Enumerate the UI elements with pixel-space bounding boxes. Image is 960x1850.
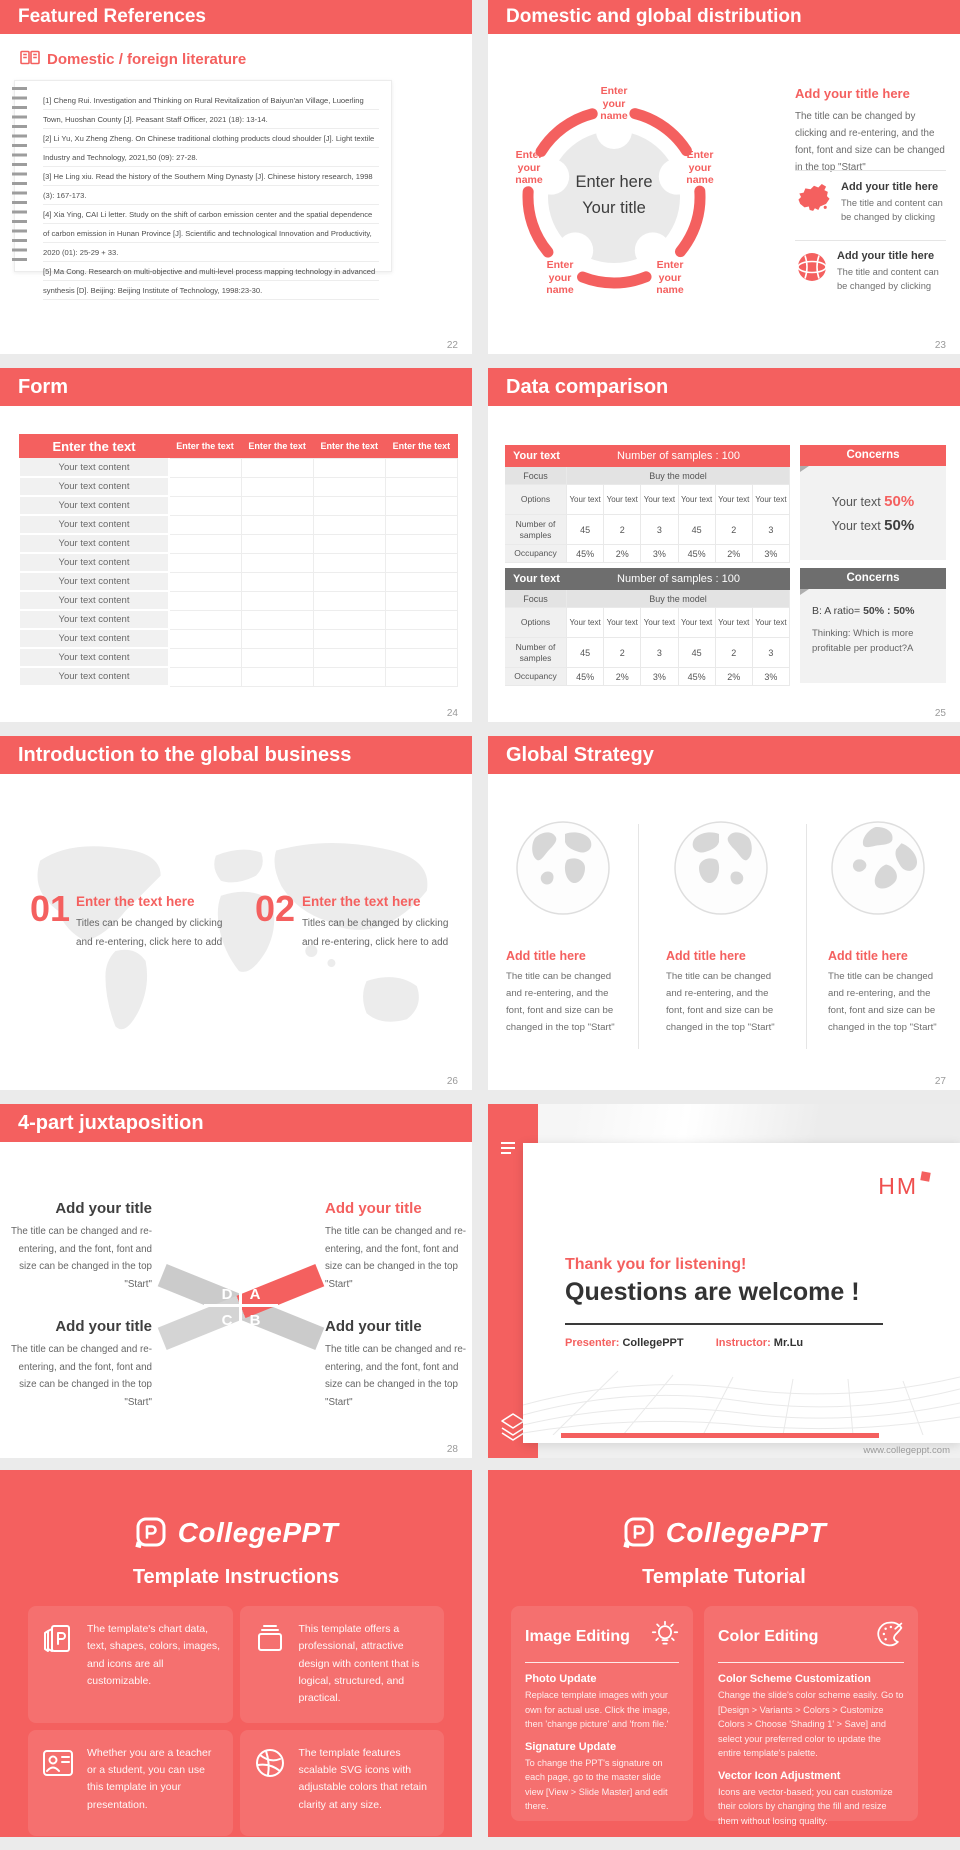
divider	[795, 170, 946, 171]
form-table	[18, 434, 458, 687]
concern-line	[800, 514, 946, 538]
occupancy-cell: 2%	[716, 545, 753, 563]
logo-text: CollegePPT	[177, 1517, 339, 1548]
tutorial-card-title: Color Editing	[718, 1627, 819, 1645]
occupancy-cell: 3%	[641, 545, 678, 563]
spiral-binding-icon	[12, 87, 27, 265]
globe-icon	[515, 820, 611, 916]
collegeppt-logo-mark-icon	[134, 1516, 168, 1550]
slide-24-form[interactable]	[0, 368, 472, 722]
slide-title: Data comparison	[488, 368, 960, 406]
tutorial-card-title: Image Editing	[525, 1627, 630, 1645]
underline	[565, 1323, 883, 1325]
occupancy-label: Occupancy	[505, 545, 567, 563]
slide-22-featured-references[interactable]	[0, 0, 472, 354]
item-number: 01	[30, 888, 71, 929]
block-body: The title can be changed and re-entering, and the font, font and size can be changed in the top "Start"	[10, 1344, 152, 1408]
wheel-label: Enter your name	[656, 259, 684, 296]
occupancy-cell: 45%	[679, 545, 716, 563]
block-title: Add your title	[325, 1318, 422, 1335]
slide-title: Introduction to the global business	[0, 736, 472, 774]
tutorial-body: To change the PPT's signature on each page, go to the master slide view [View > Slide Master] and edit there.	[525, 1757, 668, 1811]
item-title: Add your title here	[837, 250, 935, 262]
presenter-line	[565, 1337, 803, 1349]
slide-title: 4-part juxtaposition	[0, 1104, 472, 1142]
ball-icon	[252, 1745, 288, 1786]
wireframe-mesh	[523, 1357, 960, 1435]
option-cell: Your text	[679, 608, 716, 638]
panel-heading: Template Tutorial	[642, 1566, 806, 1588]
column-body: The title can be changed and re-entering, and the font, font and size can be changed in the top "Start"	[828, 971, 937, 1033]
item-title: Enter the text here	[302, 894, 421, 909]
tutorial-body: Icons are vector-based; you can customize their colors by changing the fill and resize them without losing quality.	[718, 1786, 893, 1826]
quadrant-block-bottom-right	[325, 1318, 470, 1411]
open-book-icon	[20, 50, 40, 69]
occupancy-cell: 45%	[567, 668, 604, 686]
slide-title: Form	[0, 368, 472, 406]
column-title: Add title here	[828, 949, 908, 963]
table-row	[19, 534, 458, 553]
option-cell: Your text	[753, 608, 790, 638]
row-label: Your text content	[19, 648, 169, 667]
item-number: 02	[255, 888, 296, 929]
option-cell: Your text	[716, 608, 753, 638]
background-sweep	[488, 1104, 960, 1146]
page-number: 24	[446, 708, 458, 719]
option-cell: Your text	[567, 485, 604, 515]
focus-label: Focus	[505, 590, 567, 608]
focus-label: Focus	[505, 467, 567, 485]
samples-header: Number of samples : 100	[567, 568, 790, 590]
ribbon-letter: D	[221, 1286, 233, 1303]
instructor-name: Mr.Lu	[773, 1337, 804, 1349]
row-label: Your text content	[19, 515, 169, 534]
feature-text: The template features scalable SVG icons with adjustable colors that retain clarity at any size.	[298, 1746, 427, 1811]
focus-value: Buy the model	[567, 467, 790, 485]
table-row	[19, 591, 458, 610]
logo-dot-icon	[920, 1171, 930, 1181]
block-title: Add your title	[55, 1318, 152, 1335]
row-label: Your text content	[19, 629, 169, 648]
divider	[718, 1662, 904, 1663]
row-label: Your text content	[19, 458, 169, 477]
occupancy-label: Occupancy	[505, 668, 567, 686]
reference-item: [3] He Ling xiu. Read the history of the Southern Ming Dynasty [J]. Chinese history research, 1998 (3): 167-173.	[43, 172, 373, 200]
table-row	[19, 496, 458, 515]
option-cell: Your text	[641, 608, 678, 638]
comparison-table-2	[505, 568, 790, 686]
sample-cell: 2	[716, 515, 753, 545]
globe-icon	[795, 250, 829, 293]
ratio-line	[812, 605, 934, 617]
page-number: 23	[934, 340, 946, 351]
feature-card	[240, 1606, 445, 1723]
ribbon-fold	[800, 466, 809, 472]
quadrant-block-bottom-left	[10, 1318, 152, 1411]
sample-cell: 3	[641, 638, 678, 668]
sample-cell: 3	[753, 638, 790, 668]
right-column-title: Add your title here	[795, 86, 910, 101]
id-badge-icon	[40, 1745, 76, 1786]
concern-value: 50%	[884, 493, 915, 510]
slide-title: Featured References	[0, 0, 472, 34]
concern-label: Your text	[831, 519, 881, 533]
option-cell: Your text	[567, 608, 604, 638]
occupancy-cell: 3%	[753, 668, 790, 686]
globe-icon	[673, 820, 769, 916]
right-column-body: The title can be changed by clicking and re-entering, and the font, font and size can be changed in the top "Start"	[795, 111, 945, 173]
bottom-margin-strip	[0, 1837, 960, 1850]
table-header-cell: Enter the text	[169, 434, 241, 458]
palette-icon	[876, 1620, 904, 1653]
page-number: 26	[446, 1076, 458, 1087]
reference-item: [2] Li Yu, Xu Zheng Zheng. On Chinese traditional clothing products cloud shoulder [J]. Light textile Industry and Technology, 2021,50 (09): 27-28.	[43, 134, 375, 162]
feature-card	[240, 1730, 445, 1836]
feature-card	[28, 1730, 233, 1836]
occupancy-cell: 45%	[567, 545, 604, 563]
wheel-label: Enter your name	[600, 85, 628, 122]
wheel-label: Enter your name	[515, 149, 543, 186]
sample-cell: 45	[567, 638, 604, 668]
page-number: 27	[934, 1076, 946, 1087]
slide-23-distribution[interactable]	[488, 0, 960, 354]
row-label: Your text content	[19, 477, 169, 496]
item-title: Add your title here	[841, 181, 939, 193]
tutorial-subtitle: Color Scheme Customization	[718, 1673, 871, 1685]
hamburger-menu-icon	[501, 1142, 515, 1154]
options-label: Options	[505, 485, 567, 515]
table-row	[19, 610, 458, 629]
tutorial-subtitle: Photo Update	[525, 1673, 597, 1685]
sample-cell: 3	[641, 515, 678, 545]
wheel-center-line1: Enter here	[575, 173, 653, 191]
reference-item: [4] Xia Ying, CAI Li letter. Study on the shift of carbon emission center and the spatial dependence of carbon emission in Hunan Province [J]. Scientific and technological Innovation and Productivity, 2020 (01): 25-29 + 33.	[43, 210, 373, 257]
divider	[795, 240, 946, 241]
block-title: Add your title	[325, 1200, 422, 1217]
tutorial-card-image-editing	[511, 1606, 693, 1821]
feature-text: Whether you are a teacher or a student, you can use this template in your presentation.	[87, 1746, 212, 1811]
reference-list	[43, 91, 379, 300]
concern-label: Your text	[831, 495, 881, 509]
concerns-body	[800, 589, 946, 683]
slide-thank-you[interactable]	[488, 1104, 960, 1458]
table-row	[19, 515, 458, 534]
page-number: 22	[446, 340, 458, 351]
option-cell: Your text	[604, 485, 641, 515]
option-cell: Your text	[716, 485, 753, 515]
table-name: Your text	[505, 445, 567, 467]
option-cell: Your text	[641, 485, 678, 515]
block-body: The title can be changed and re-entering, and the font, font and size can be changed in the top "Start"	[325, 1344, 467, 1408]
quadrant-block-top-left	[10, 1200, 152, 1293]
tutorial-body: Replace template images with your own for actual use. Click the image, then 'change picture' and 'from file.'	[525, 1690, 671, 1729]
table-row	[19, 648, 458, 667]
sample-cell: 3	[753, 515, 790, 545]
quadrant-block-top-right	[325, 1200, 470, 1293]
page-number: 28	[446, 1444, 458, 1455]
concern-value: 50%	[884, 517, 915, 534]
presenter-name: CollegePPT	[622, 1337, 684, 1349]
occupancy-cell: 45%	[679, 668, 716, 686]
option-cell: Your text	[604, 608, 641, 638]
divider	[525, 1662, 679, 1663]
template-tutorial-panel	[488, 1470, 960, 1837]
table-row	[19, 458, 458, 477]
occupancy-cell: 3%	[753, 545, 790, 563]
concerns-banner: Concerns	[800, 445, 946, 466]
option-cell: Your text	[753, 485, 790, 515]
reference-item: [5] Ma Cong. Research on multi-objective and multi-level process mapping technology in advanced synthesis [D]. Beijing: Beijing Institute of Technology, 1998:23-30.	[43, 267, 376, 295]
column-body: The title can be changed and re-entering, and the font, font and size can be changed in the top "Start"	[666, 971, 775, 1033]
sample-cell: 2	[604, 515, 641, 545]
samples-label: Number of samples	[505, 515, 567, 545]
wheel-label: Enter your name	[546, 259, 574, 296]
slide-28-juxtaposition[interactable]	[0, 1104, 472, 1458]
item-body: Titles can be changed by clicking and re-entering, click here to add	[302, 918, 449, 948]
globe-icon	[830, 820, 926, 916]
concerns-body	[800, 466, 946, 560]
wheel-center-text	[554, 170, 674, 221]
table-header-cell: Enter the text	[385, 434, 457, 458]
column-divider	[638, 824, 639, 1049]
row-label: Your text content	[19, 610, 169, 629]
ribbon-fold	[800, 589, 809, 595]
samples-label: Number of samples	[505, 638, 567, 668]
feature-text: This template offers a professional, attractive design with content that is logical, structured, and practical.	[298, 1623, 420, 1705]
concerns-box-1	[800, 445, 946, 560]
red-bottom-strip	[561, 1433, 879, 1438]
item-body: Titles can be changed by clicking and re-entering, click here to add	[76, 918, 223, 948]
panel-heading: Template Instructions	[132, 1566, 340, 1588]
block-body: The title can be changed and re-entering, and the font, font and size can be changed in the top "Start"	[10, 1226, 152, 1290]
sample-cell: 45	[679, 638, 716, 668]
china-map-icon	[795, 181, 833, 224]
ribbon-x-diagram	[168, 1259, 314, 1354]
option-cell: Your text	[679, 485, 716, 515]
slide-title: Global Strategy	[488, 736, 960, 774]
slide-26-global-business[interactable]	[0, 736, 472, 1090]
occupancy-cell: 2%	[604, 668, 641, 686]
concerns-banner: Concerns	[800, 568, 946, 589]
ribbon-letter: C	[221, 1312, 233, 1329]
item-body: The title and content can be changed by clicking	[841, 198, 943, 222]
collegeppt-logo-mark-icon	[622, 1516, 656, 1550]
ribbon-letter: B	[249, 1312, 261, 1329]
table-row	[19, 477, 458, 496]
table-header-cell: Enter the text	[241, 434, 313, 458]
concerns-box-2	[800, 568, 946, 683]
column-title: Add title here	[666, 949, 746, 963]
feature-text: The template's chart data, text, shapes, colors, images, and icons are all customizable.	[87, 1623, 221, 1687]
tutorial-body: Change the slide's color scheme easily. Go to [Design > Variants > Colors > Customize Colors > Choose 'Shading 1' > Save] and select your preferred color to update the entire template's palette.	[718, 1690, 904, 1758]
slide-title: Domestic and global distribution	[488, 0, 960, 34]
samples-header: Number of samples : 100	[567, 445, 790, 467]
occupancy-cell: 2%	[716, 668, 753, 686]
distribution-item-global	[795, 250, 946, 293]
occupancy-cell: 3%	[641, 668, 678, 686]
tutorial-card-color-editing	[704, 1606, 918, 1826]
ribbon-letter: A	[249, 1286, 261, 1303]
notebook-sheet	[14, 80, 392, 295]
table-row	[19, 667, 458, 686]
options-label: Options	[505, 608, 567, 638]
row-label: Your text content	[19, 667, 169, 686]
block-body: The title can be changed and re-entering, and the font, font and size can be changed in the top "Start"	[325, 1226, 467, 1290]
thank-you-card	[523, 1143, 960, 1443]
collegeppt-logo	[488, 1516, 960, 1550]
occupancy-cell: 2%	[604, 545, 641, 563]
thanks-subtitle: Thank you for listening!	[565, 1256, 747, 1273]
tutorial-subtitle: Signature Update	[525, 1740, 617, 1753]
box-icon	[252, 1621, 288, 1662]
section-title-row	[20, 50, 246, 69]
features-grid	[28, 1606, 444, 1836]
thanks-title: Questions are welcome !	[565, 1278, 860, 1306]
collegeppt-logo	[0, 1516, 472, 1550]
item-title: Enter the text here	[76, 894, 195, 909]
presenter-label: Presenter:	[565, 1337, 620, 1349]
concern-note: Thinking: Which is more profitable per product?A	[812, 628, 914, 654]
row-label: Your text content	[19, 572, 169, 591]
bulb-icon	[651, 1620, 679, 1653]
focus-value: Buy the model	[567, 590, 790, 608]
row-label: Your text content	[19, 534, 169, 553]
reference-item: [1] Cheng Rui. Investigation and Thinking on Rural Revitalization of Baiyun'an Village, Luoerling Town, Huoshan County [J]. Peasant Staff Officer, 2021 (18): 13-14.	[43, 96, 364, 124]
website-url: www.collegeppt.com	[863, 1445, 950, 1456]
hm-logo: HM	[878, 1173, 918, 1199]
sample-cell: 45	[567, 515, 604, 545]
pages-icon	[40, 1621, 76, 1662]
ribbon-gap	[204, 1304, 278, 1307]
sample-cell: 2	[604, 638, 641, 668]
sample-cell: 2	[716, 638, 753, 668]
concern-line	[800, 490, 946, 514]
section-title: Domestic / foreign literature	[47, 51, 247, 68]
column-body: The title can be changed and re-entering, and the font, font and size can be changed in the top "Start"	[506, 971, 615, 1033]
page-number: 25	[934, 708, 946, 719]
template-instructions-panel	[0, 1470, 472, 1837]
comparison-table-1	[505, 445, 790, 563]
table-header-cell: Enter the text	[19, 434, 169, 458]
sample-cell: 45	[679, 515, 716, 545]
table-row	[19, 553, 458, 572]
table-header-cell: Enter the text	[313, 434, 385, 458]
logo-text: CollegePPT	[665, 1517, 827, 1548]
table-name: Your text	[505, 568, 567, 590]
ratio-label: B: A ratio=	[812, 605, 861, 617]
row-label: Your text content	[19, 553, 169, 572]
ratio-value: 50% : 50%	[863, 605, 915, 617]
table-row	[19, 572, 458, 591]
tutorial-subtitle: Vector Icon Adjustment	[718, 1769, 841, 1782]
item-body: The title and content can be changed by clicking	[837, 267, 939, 291]
table-row	[19, 629, 458, 648]
row-label: Your text content	[19, 496, 169, 515]
column-divider	[806, 824, 807, 1049]
instructor-label: Instructor:	[715, 1337, 771, 1349]
wheel-label: Enter your name	[686, 149, 714, 186]
distribution-item-china	[795, 181, 946, 224]
feature-card	[28, 1606, 233, 1723]
slide-27-global-strategy[interactable]	[488, 736, 960, 1090]
wheel-center-line2: Your title	[582, 198, 646, 217]
column-title: Add title here	[506, 949, 586, 963]
row-label: Your text content	[19, 591, 169, 610]
slide-25-data-comparison[interactable]	[488, 368, 960, 722]
block-title: Add your title	[55, 1200, 152, 1217]
